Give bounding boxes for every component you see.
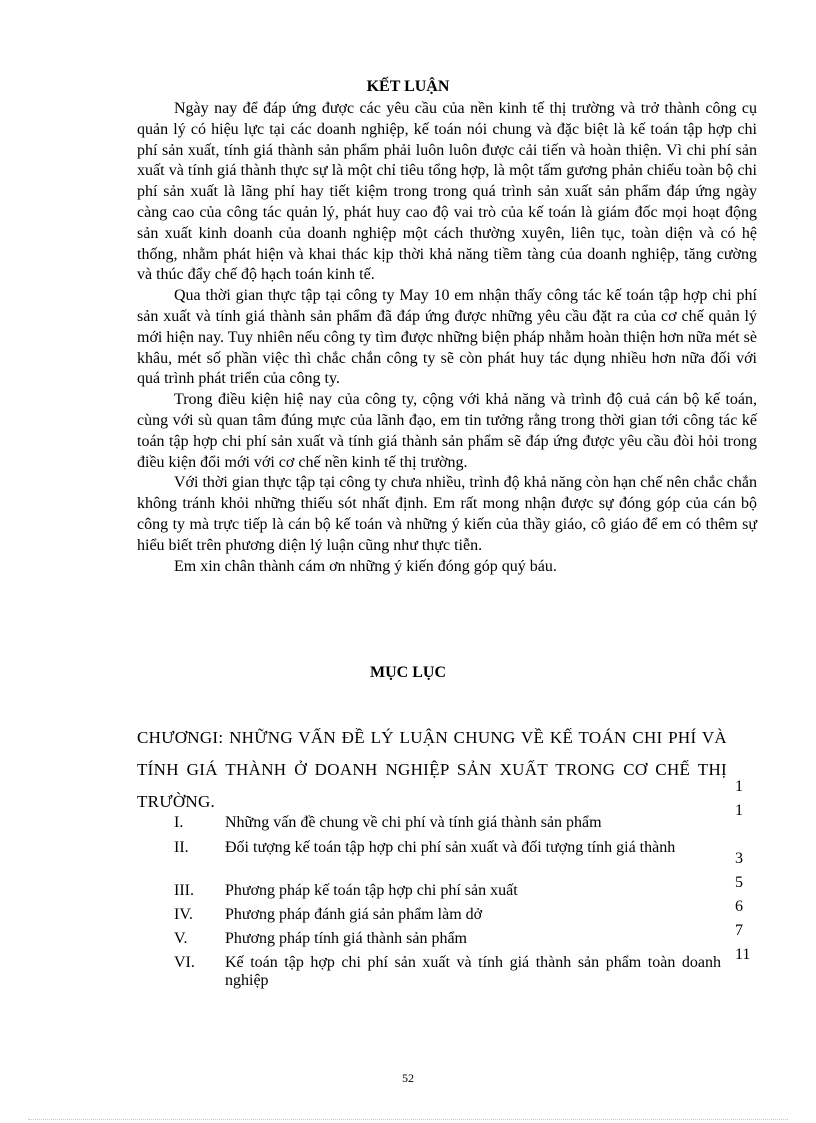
toc-entry-title: Phương pháp tính giá thành sản phẩm — [225, 930, 467, 947]
toc-entry-number: I. — [174, 814, 184, 831]
paragraph: Trong điều kiện hiệ nay của công ty, cộng với khả năng và trình độ cuả cán bộ kế toán, cùng với sù quan tâm đúng mực của lãnh đạo, em tin tưởng rằng trong thời gian tới công tác kế toán tập hợp chi phí sản xuất và tính giá thành sản phẩm sẽ đáp ứng được yêu cầu đòi hỏi trong điều kiện đổi mới với cơ chế nền kinh tế thị trường. — [137, 391, 757, 471]
page-number: 52 — [402, 1071, 414, 1085]
toc-entry[interactable] — [174, 839, 734, 877]
toc-entry-title: Đối tượng kế toán tập hợp chi phí sản xuất và đối tượng tính giá thành — [225, 839, 676, 856]
conclusion-body — [137, 99, 757, 577]
toc-page-number: 6 — [735, 898, 743, 915]
conclusion-heading: KẾT LUẬN — [366, 78, 450, 95]
toc-heading: MỤC LỤC — [370, 664, 446, 681]
toc-entry[interactable] — [174, 930, 734, 950]
toc-entry-number: II. — [174, 839, 189, 856]
toc-page-number: 3 — [735, 850, 743, 867]
paragraph: Với thời gian thực tập tại công ty chưa nhiều, trình độ khả năng còn hạn chế nên chắc chắn không tránh khỏi những thiếu sót nhất định. Em rất mong nhận được sự đóng góp của cán bộ công ty mà trực tiếp là cán bộ kế toán và những ý kiến của thầy giáo, cô giáo để em có thêm sự hiểu biết trên phương diện lý luận cũng như thực tiễn. — [137, 474, 757, 554]
toc-entry-title: Những vấn đề chung về chi phí và tính giá thành sản phẩm — [225, 814, 602, 831]
toc-entry-number: VI. — [174, 954, 195, 971]
page-bottom-divider — [28, 1119, 788, 1120]
toc-page-number: 11 — [735, 946, 751, 963]
toc-page-number: 7 — [735, 922, 743, 939]
toc-entry-title: Phương pháp kế toán tập hợp chi phí sản xuất — [225, 882, 518, 899]
toc-entry[interactable] — [174, 954, 734, 992]
paragraph: Qua thời gian thực tập tại công ty May 10 em nhận thấy công tác kế toán tập hợp chi phí sản xuất và tính giá thành sản phẩm đã đáp ứng được những yêu cầu đặt ra của cơ chế quản lý mới hiện nay. Tuy nhiên nếu công ty tìm được những biện pháp nhằm hoàn thiện hơn nữa mét sè khâu, mét số phần việc thì chắc chắn công ty sẽ còn phát huy tác dụng nhiều hơn nữa đối với quá trình phát triển của công ty. — [137, 287, 757, 388]
toc-entry-title: Phương pháp đánh giá sản phẩm làm dở — [225, 906, 483, 923]
toc-chapter-title: CHƯƠNGI: NHỮNG VẤN ĐỀ LÝ LUẬN CHUNG VỀ KẾ TOÁN CHI PHÍ VÀ TÍNH GIÁ THÀNH Ở DOANH NGHIỆP SẢN XUẤT TRONG CƠ CHẾ THỊ TRƯỜNG. — [137, 728, 727, 811]
toc-page-number: 5 — [735, 874, 743, 891]
toc-entry-number: III. — [174, 882, 194, 899]
paragraph: Em xin chân thành cám ơn những ý kiến đóng góp quý báu. — [174, 557, 557, 575]
toc-entry[interactable] — [174, 906, 734, 926]
paragraph: Ngày nay để đáp ứng được các yêu cầu của nền kinh tế thị trường và trở thành công cụ quản lý có hiệu lực tại các doanh nghiệp, kế toán nói chung và đặc biệt là kế toán tập hợp chi phí sản xuất, tính giá thành sản phẩm phải luôn luôn được cải tiến và hoàn thiện. Vì chi phí sản xuất và tính giá thành thực sự là một chỉ tiêu tổng hợp, là một tấm gương phản chiếu toàn bộ chi phí sản xuất là lãng phí hay tiết kiệm trong trong quá trình sản xuất sản phẩm đáp ứng ngày càng cao của công tác quản lý, phát huy cao độ vai trò của kế toán là giám đốc mọi hoạt động sản xuất kinh doanh của doanh nghiệp một cách thường xuyên, liên tục, toàn diện và có hệ thống, nhằm phát hiện và khai thác kịp thời khả năng tiềm tàng của doanh nghiệp, tăng cường và thúc đẩy chế độ hạch toán kinh tế. — [137, 100, 757, 284]
toc-chapter-page: 1 — [735, 778, 743, 795]
toc-entry-number: V. — [174, 930, 188, 947]
toc-page-number: 1 — [735, 802, 743, 819]
toc-entry-number: IV. — [174, 906, 193, 923]
toc-entry-title: Kế toán tập hợp chi phí sản xuất và tính giá thành sản phẩm toàn doanh nghiệp — [225, 954, 721, 989]
toc-entry[interactable] — [174, 882, 734, 902]
toc-entry[interactable] — [174, 814, 734, 834]
